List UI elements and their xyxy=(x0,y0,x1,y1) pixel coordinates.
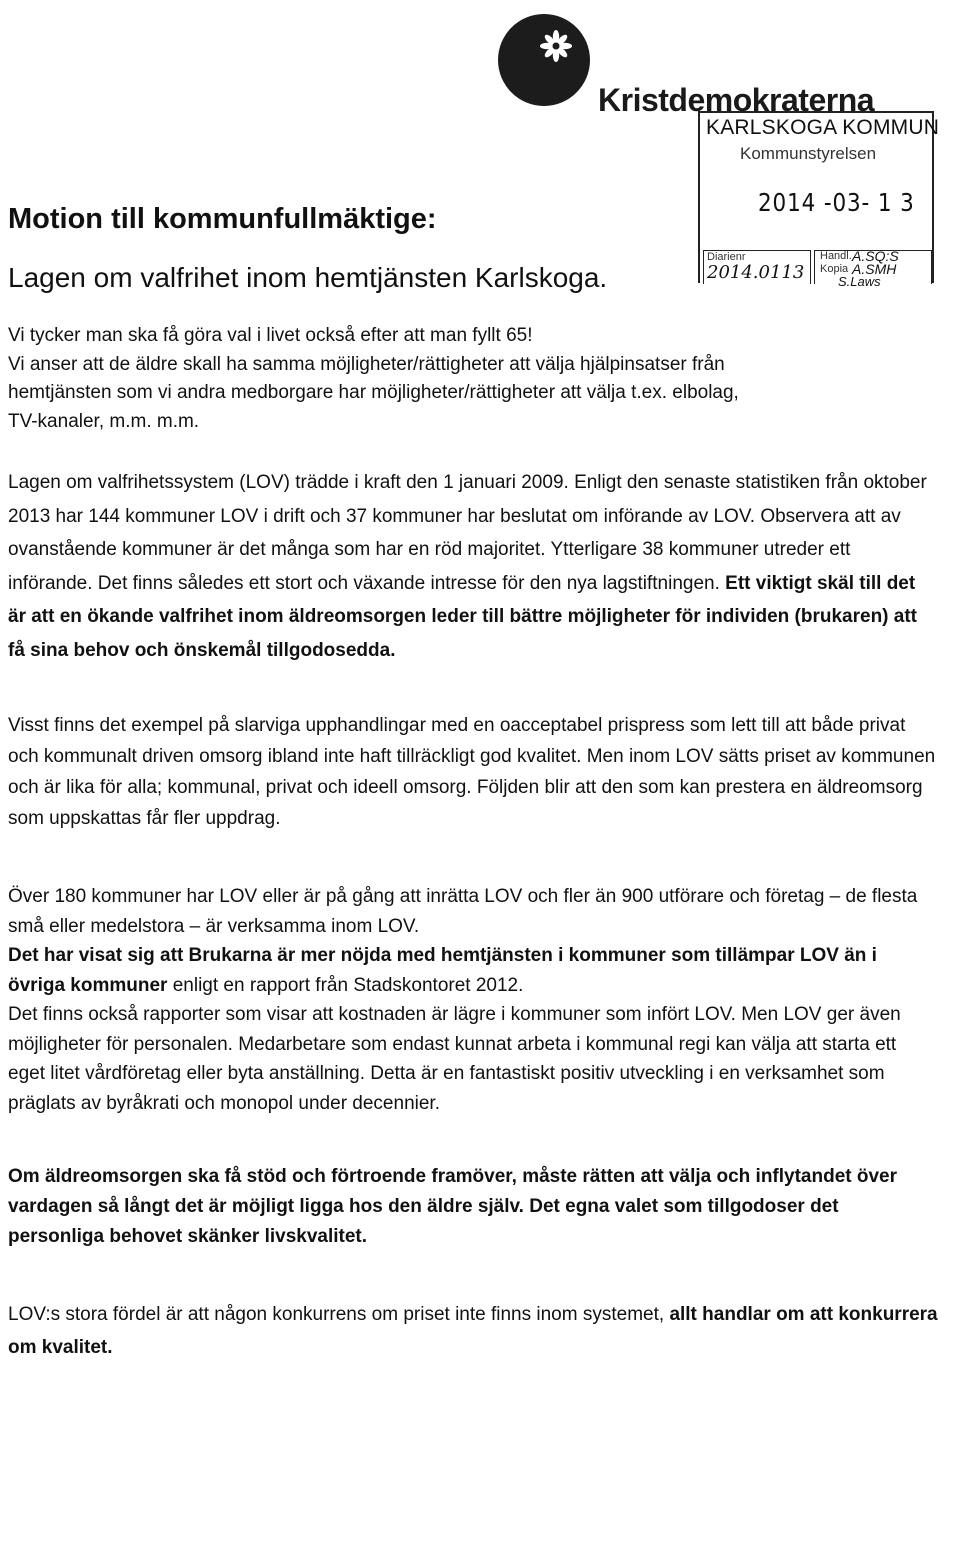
paragraph-text: enligt en rapport från Stadskontoret 2012. xyxy=(167,974,524,996)
diarienr-value: 2014.0113 xyxy=(707,262,805,283)
party-name: Kristdemokraterna xyxy=(598,82,875,118)
stamp-extra-value: S.Laws xyxy=(838,274,881,289)
paragraph-lov-statistics xyxy=(8,466,938,667)
paragraph-text: Lagen om valfrihetssystem (LOV) trädde i kraft den 1 januari 2009. Enligt den senaste statistiken från oktober 2013 har 144 kommuner LOV i drift och 37 kommuner har beslutat om införande av LOV. Observera att av ovanstående kommuner är det många som har en röd majoritet. Ytterligare 38 kommuner utreder ett införande. Det finns således ett stort och växande intresse för den nya lagstiftningen. xyxy=(8,472,927,594)
document-title: Motion till kommunfullmäktige: xyxy=(8,203,437,235)
intro-paragraph xyxy=(8,322,938,436)
paragraph-bold-text: Det har visat sig att Brukarna är mer nöjda med hemtjänsten i kommuner som tillämpar LOV än i övriga kommuner xyxy=(8,945,877,996)
paragraph-text: Det finns också rapporter som visar att kostnaden är lägre i kommuner som infört LOV. Men LOV ger även möjligheter för personalen. Medarbetare som endast kunnat arbeta i kommunal regi kan välja att starta ett eget litet vårdföretag eller byta anställning. Detta är en fantastiskt positiv utveckling i en verksamhet som präglats av byråkrati och monopol under decennier. xyxy=(8,1004,901,1114)
paragraph-bold-text: Ett viktigt skäl till det är att en ökande valfrihet inom äldreomsorgen leder till bättre möjligheter för individen (brukaren) att få sina behov och önskemål tillgodosedda. xyxy=(8,572,918,661)
handl-value: A.SQ:S xyxy=(852,248,899,264)
diarienr-label: Diarienr xyxy=(707,251,746,263)
document-subtitle: Lagen om valfrihet inom hemtjänsten Karlskoga. xyxy=(8,262,608,293)
intro-line: TV-kanaler, m.m. m.m. xyxy=(8,410,200,432)
intro-line: hemtjänsten som vi andra medborgare har möjligheter/rättigheter att välja t.ex. elbolag, xyxy=(8,382,739,403)
paragraph-bold-text: allt handlar om att konkurrera om kvalitet. xyxy=(8,1304,938,1358)
stamp-municipality: KARLSKOGA KOMMUN xyxy=(706,116,940,139)
paragraph-conclusion xyxy=(8,1298,938,1364)
paragraph-text: Över 180 kommuner har LOV eller är på gång att inrätta LOV och fler än 900 utförare och företag – de flesta små eller medelstora – är verksamma inom LOV. xyxy=(8,886,918,937)
paragraph-text: LOV:s stora fördel är att någon konkurrens om priset inte finns inom systemet, xyxy=(8,1304,670,1325)
stamp-date: 2014 -03- 1 3 xyxy=(758,188,915,217)
intro-line: Vi tycker man ska få göra val i livet också efter att man fyllt 65! xyxy=(8,325,533,346)
kopia-value: A.SMH xyxy=(852,261,897,277)
intro-line: Vi anser att de äldre skall ha samma möjligheter/rättigheter att välja hjälpinsatser från xyxy=(8,353,725,375)
paragraph-elderly-choice: Om äldreomsorgen ska få stöd och förtroende framöver, måste rätten att välja och inflytandet över vardagen så långt det är möjligt ligga hos den äldre själv. Det egna valet som tillgodoser det personliga behovet skänker livskvalitet. xyxy=(8,1166,898,1247)
kopia-label: Kopia xyxy=(820,263,849,275)
paragraph-procurement: Visst finns det exempel på slarviga upphandlingar med en oacceptabel prispress som lett till att både privat och kommunalt driven omsorg ibland inte haft tillräckligt god kvalitet. Men inom LOV sätts priset av kommunen och är lika för alla; kommunal, privat och ideell omsorg. Följden blir att den som kan prestera en äldreomsorg som uppskattas får fler uppdrag. xyxy=(8,715,936,829)
flower-logo-icon xyxy=(496,12,592,108)
paragraph-municipalities xyxy=(8,882,938,1118)
handl-label: Handl. xyxy=(820,250,852,262)
stamp-department: Kommunstyrelsen xyxy=(740,144,877,163)
